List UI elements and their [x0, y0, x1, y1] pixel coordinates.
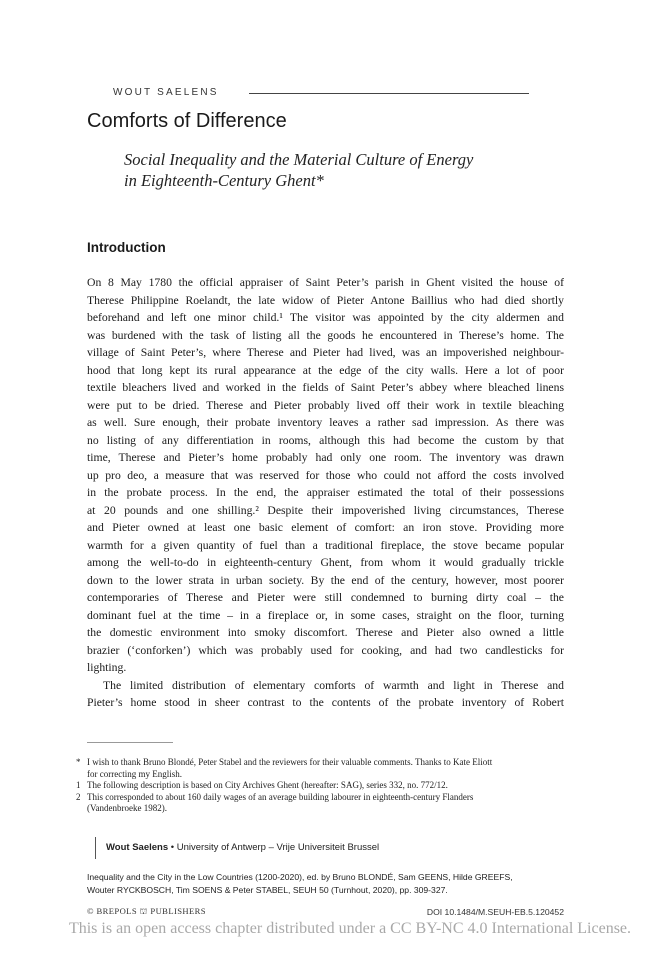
- footnote-text: [87, 757, 566, 780]
- body-line: warmth for a given quantity of fuel than a traditional fireplace, the stove became popular: [87, 538, 564, 552]
- body-text: [87, 274, 564, 712]
- affiliation-institutions: • University of Antwerp – Vrije Universiteit Brussel: [170, 842, 380, 853]
- body-line: lighting.: [87, 661, 127, 674]
- body-line: Therese Philippine Roelandt, the late widow of Pieter Antone Baillius who had died shortly: [87, 293, 564, 307]
- body-line: at 20 pounds and one shilling.² Despite their impoverished living circumstances, Therese: [87, 503, 564, 517]
- body-line: village of Saint Peter’s, where Therese and Pieter had lived, was an impoverished neighbour-: [87, 346, 564, 359]
- body-line: dominant fuel at the time – in a fireplace or, in some cases, straight on the floor, turning: [87, 608, 564, 622]
- body-line: time, Therese and Pieter’s home probably had only one room. The inventory was drawn: [87, 451, 564, 464]
- body-line: no listing of any differentiation in rooms, although this had become the custom by that: [87, 433, 564, 447]
- footnote: [76, 757, 566, 780]
- footnote-line: I wish to thank Bruno Blondé, Peter Stabel and the reviewers for their valuable comments. Thanks to Kate Eliott: [87, 757, 493, 767]
- footnote-mark: *: [76, 757, 81, 767]
- footnote-line: (Vandenbroeke 1982).: [87, 803, 167, 814]
- footnote-line: This corresponded to about 160 daily wages of an average building labourer in eighteenth-century Flanders: [87, 791, 474, 802]
- section-heading: Introduction: [87, 240, 166, 255]
- body-line: down to the lower strata in urban society. By the end of the century, however, most poorer: [87, 573, 564, 587]
- license-notice: This is an open access chapter distributed under a CC BY-NC 4.0 International License.: [68, 920, 632, 937]
- body-line: brazier (‘conforken’) which was probably used for cooking, and had two candlesticks for: [87, 643, 564, 657]
- footnote-text: [87, 792, 566, 815]
- body-line: in the probate process. In the end, the appraiser estimated the total of their possessions: [87, 486, 564, 499]
- author-header: [113, 85, 529, 99]
- footnote-line: for correcting my English.: [87, 768, 182, 779]
- publisher-mark: © BREPOLS ⛫ PUBLISHERS: [87, 906, 206, 916]
- body-line: The limited distribution of elementary comforts of warmth and light in Therese and: [103, 678, 564, 692]
- citation-line: Wouter RYCKBOSCH, Tim SOENS & Peter STABEL, SEUH 50 (Turnhout, 2020), pp. 309-327.: [87, 884, 448, 895]
- author-affiliation: [95, 837, 379, 859]
- chapter-title: Comforts of Difference: [87, 110, 287, 132]
- footnote-line: The following description is based on City Archives Ghent (hereafter: SAG), series 332, no. 772/12.: [87, 780, 448, 791]
- chapter-subtitle: [124, 149, 544, 191]
- body-line: the domestic environment into smoky discomfort. Therese and Pieter also owned a little: [87, 626, 564, 639]
- subtitle-line: in Eighteenth-Century Ghent*: [124, 171, 324, 190]
- body-line: hood that long kept its rural appearance at the edge of the city walls. Here a lot of poor: [87, 363, 564, 377]
- citation: [87, 871, 567, 896]
- footnote: [76, 792, 566, 815]
- footnote-mark: 2: [76, 791, 81, 802]
- footnote: [76, 780, 566, 792]
- affiliation-name: Wout Saelens: [106, 842, 169, 853]
- body-line: Pieter’s home stood in sheer contrast to the contents of the probate inventory of Robert: [87, 696, 564, 709]
- body-line: beforehand and left one minor child.¹ The visitor was appointed by the city aldermen and: [87, 311, 564, 324]
- author-name: WOUT SAELENS: [113, 86, 219, 98]
- footnote-mark: 1: [76, 780, 81, 791]
- body-line: were put to be dried. Therese and Pieter probably lived off their work in textile bleaching: [87, 398, 564, 412]
- citation-line: Inequality and the City in the Low Countries (1200-2020), ed. by Bruno BLONDÉ, Sam GEENS, Hilde GREEFS,: [87, 872, 513, 882]
- body-line: contemporaries of Therese and Pieter were still condemned to burning dirty coal – the: [87, 591, 564, 604]
- author-rule: [249, 93, 529, 94]
- body-line: On 8 May 1780 the official appraiser of Saint Peter’s parish in Ghent visited the house of: [87, 276, 564, 289]
- body-line: among the well-to-do in eighteenth-century Ghent, from whom it would gradually trickle: [87, 556, 564, 569]
- body-line: up pro deo, a measure that was reserved for those who could not afford the costs involved: [87, 468, 564, 482]
- footnotes: [76, 757, 566, 815]
- footnote-text: [87, 780, 566, 792]
- body-line: was burdened with the task of listing all the goods he encountered in Therese’s home. The: [87, 328, 564, 342]
- body-line: as well. Sure enough, their probate inventory leaves a rather sad impression. As there was: [87, 416, 564, 429]
- footnote-rule: [87, 742, 173, 743]
- subtitle-line: Social Inequality and the Material Culture of Energy: [124, 150, 474, 169]
- page-footer: [87, 905, 564, 919]
- body-line: and Pieter owned at least one basic element of comfort: an iron stove. Providing more: [87, 521, 564, 534]
- body-line: textile bleachers lived and worked in the fields of Saint Peter’s abbey where bleached linens: [87, 381, 564, 394]
- doi: DOI 10.1484/M.SEUH-EB.5.120452: [426, 907, 564, 917]
